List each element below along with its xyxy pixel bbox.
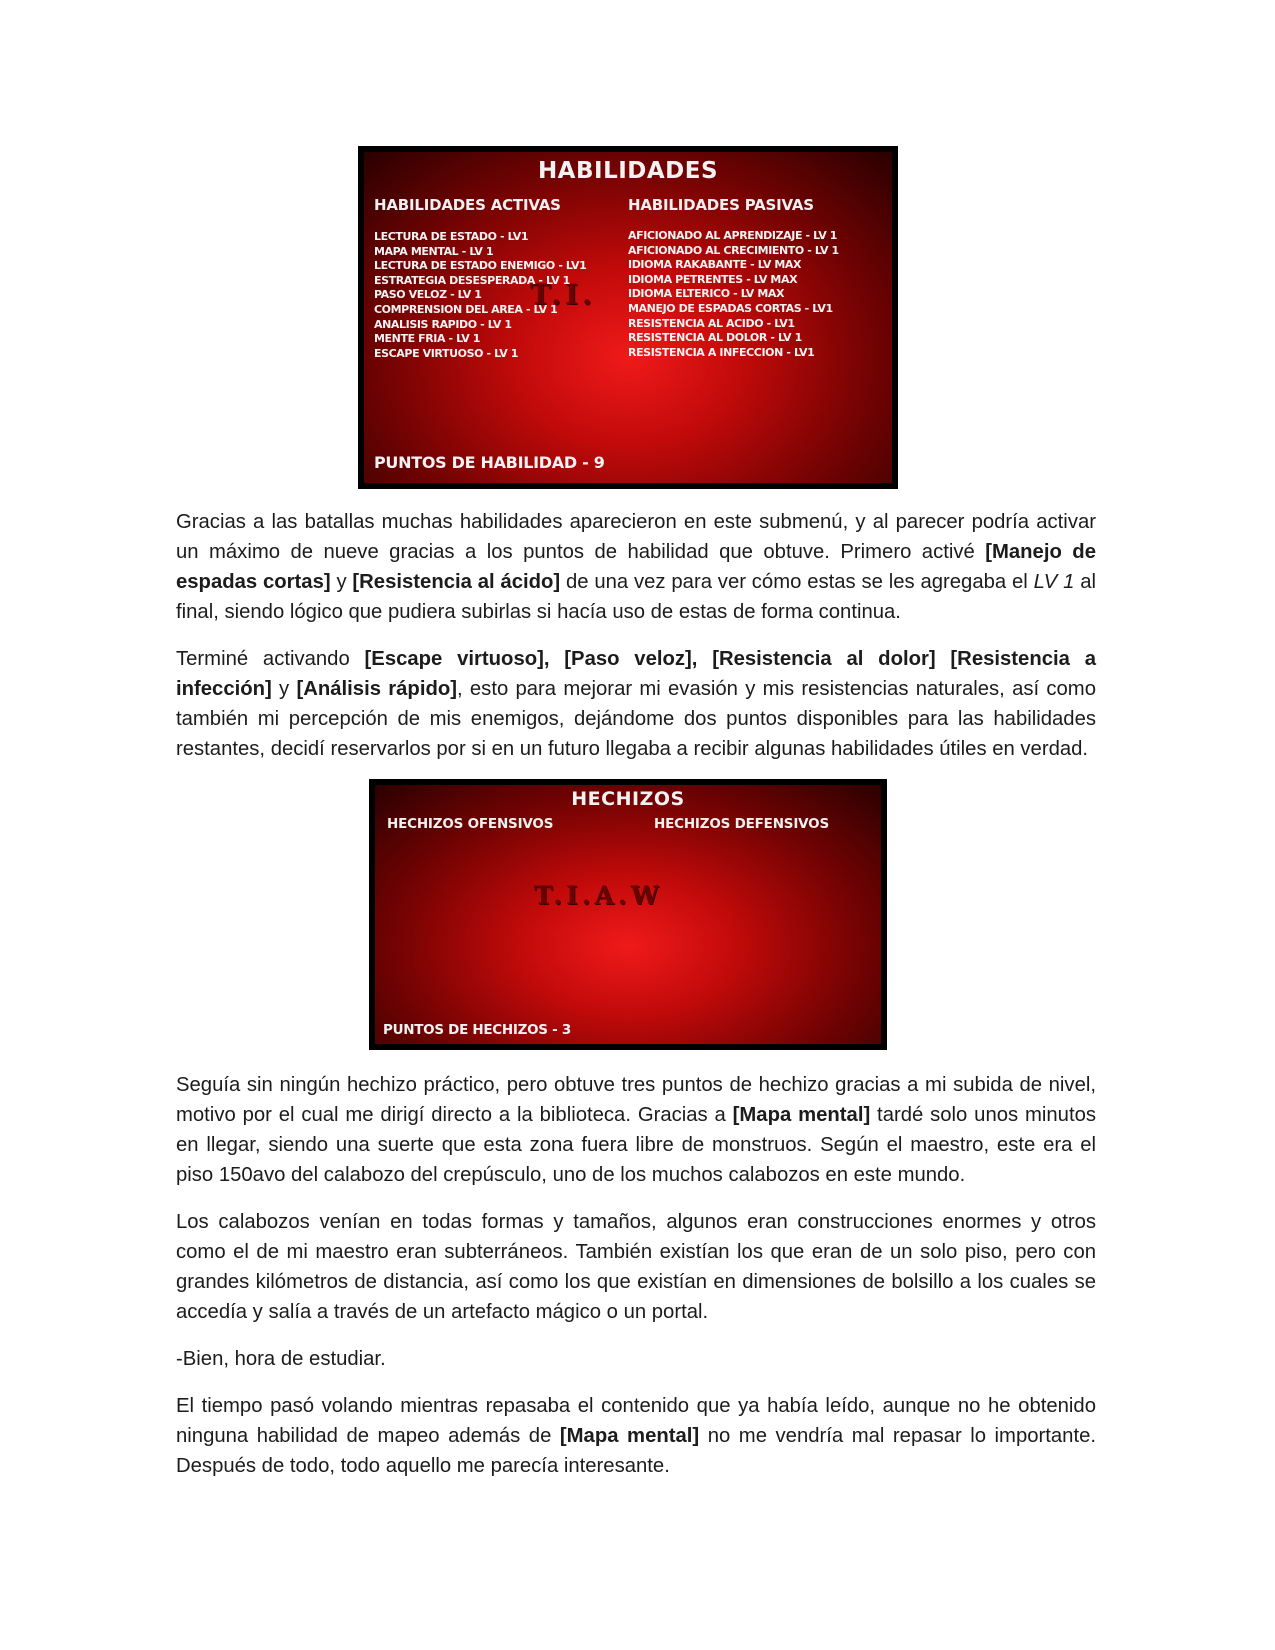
text-section-1	[176, 507, 1096, 781]
passive-skill-item: IDIOMA RAKABANTE - LV MAX	[628, 258, 802, 272]
skill-reference: [Mapa mental]	[559, 1425, 700, 1447]
active-skills-list	[374, 230, 586, 361]
passive-skill-item: RESISTENCIA A INFECCION - LV1	[628, 345, 815, 359]
skill-reference: [Resistencia al ácido]	[352, 571, 561, 593]
paragraph-text: , esto para mejorar mi evasión y mis resistencias naturales, así como también mi percepción de mis enemigos, dejándome dos puntos disponibles para las habilidades restantes, decidí reservarlos por si en un futuro llegaba a recibir algunas habilidades útiles en verdad.	[176, 678, 1096, 760]
paragraph-text: de una vez para ver cómo estas se les agregaba el	[560, 571, 1034, 593]
active-skill-item: ESTRATEGIA DESESPERADA - LV 1	[374, 273, 570, 287]
spells-panel-image	[369, 779, 887, 1050]
active-skill-item: COMPRENSION DEL AREA - LV 1	[374, 302, 558, 316]
paragraph-text: Seguía sin ningún hechizo práctico, pero obtuve tres puntos de hechizo gracias a mi subida de nivel, motivo por el cual me dirigí directo a la biblioteca. Gracias a	[176, 1074, 1096, 1126]
paragraph-6	[176, 1391, 1096, 1481]
skills-panel-image	[358, 146, 898, 489]
paragraph-3	[176, 1070, 1096, 1190]
paragraph-text: El tiempo pasó volando mientras repasaba el contenido que ya había leído, aunque no he obtenido ninguna habilidad de mapeo además de	[176, 1395, 1096, 1447]
skill-reference: [Manejo de espadas cortas]	[176, 541, 1096, 593]
active-skill-item: MAPA MENTAL - LV 1	[374, 244, 494, 258]
passive-skill-item: AFICIONADO AL APRENDIZAJE - LV 1	[628, 229, 838, 242]
offensive-spells-heading: HECHIZOS OFENSIVOS	[387, 816, 554, 832]
passive-skill-item: RESISTENCIA AL DOLOR - LV 1	[628, 331, 802, 345]
skill-reference: [Análisis rápido]	[296, 678, 457, 700]
paragraph-text: Gracias a las batallas muchas habilidades aparecieron en este submenú, y al parecer podría activar un máximo de nueve gracias a los puntos de habilidad que obtuve. Primero activé	[176, 511, 1096, 563]
passive-skill-item: MANEJO DE ESPADAS CORTAS - LV1	[628, 301, 833, 315]
paragraph-2	[176, 644, 1096, 764]
skill-reference: [Escape virtuoso], [Paso veloz], [Resistencia al dolor] [Resistencia a infección]	[176, 648, 1096, 700]
skill-reference: [Mapa mental]	[732, 1104, 871, 1126]
active-skill-item: ANALISIS RAPIDO - LV 1	[374, 317, 512, 331]
paragraph-5: -Bien, hora de estudiar.	[176, 1348, 386, 1370]
active-skills-heading: HABILIDADES ACTIVAS	[374, 196, 561, 214]
passive-skill-item: IDIOMA PETRENTES - LV MAX	[628, 272, 798, 286]
text-section-2	[176, 1070, 1096, 1498]
paragraph-4: Los calabozos venían en todas formas y tamaños, algunos eran construcciones enormes y otros como el de mi maestro eran subterráneos. También existían los que eran de un solo piso, pero con grandes kilómetros de distancia, así como los que existían en dimensiones de bolsillo a los cuales se accedía y salía a través de un artefacto mágico o un portal.	[176, 1211, 1096, 1323]
paragraph-1	[176, 507, 1096, 627]
active-skill-item: MENTE FRIA - LV 1	[374, 332, 481, 346]
passive-skill-item: RESISTENCIA AL ACIDO - LV1	[628, 316, 795, 330]
active-skill-item: LECTURA DE ESTADO ENEMIGO - LV1	[374, 259, 587, 273]
spell-points: PUNTOS DE HECHIZOS - 3	[383, 1022, 571, 1038]
spells-watermark: T.I.A.W	[534, 881, 663, 910]
paragraph-text: al final, siendo lógico que pudiera subirlas si hacía uso de estas de forma continua.	[176, 571, 1097, 623]
spells-panel-title: HECHIZOS	[571, 788, 685, 810]
paragraph-text: no me vendría mal repasar lo importante. Después de todo, todo aquello me parecía interesante.	[176, 1425, 1097, 1477]
active-skill-item: LECTURA DE ESTADO - LV1	[374, 230, 529, 243]
passive-skill-item: IDIOMA ELTERICO - LV MAX	[628, 287, 785, 301]
defensive-spells-heading: HECHIZOS DEFENSIVOS	[654, 816, 829, 832]
paragraph-text: Terminé activando	[176, 648, 365, 670]
active-skill-item: ESCAPE VIRTUOSO - LV 1	[374, 346, 518, 360]
passive-skills-heading: HABILIDADES PASIVAS	[628, 196, 814, 214]
paragraph-text: tardé solo unos minutos en llegar, siendo una suerte que esta zona fuera libre de monstruos. Según el maestro, este era el piso 150avo del calabozo del crepúsculo, uno de los muchos calabozos en este mundo.	[176, 1104, 1096, 1186]
passive-skill-item: AFICIONADO AL CRECIMIENTO - LV 1	[628, 243, 839, 257]
paragraph-text: y	[330, 571, 353, 593]
skill-points: PUNTOS DE HABILIDAD - 9	[374, 453, 605, 472]
skills-watermark: T.I.	[530, 278, 596, 311]
skills-panel-title: HABILIDADES	[537, 158, 719, 184]
level-reference: LV 1	[1033, 571, 1075, 593]
paragraph-text: y	[271, 678, 297, 700]
active-skill-item: PASO VELOZ - LV 1	[374, 288, 482, 302]
passive-skills-list	[628, 229, 839, 360]
